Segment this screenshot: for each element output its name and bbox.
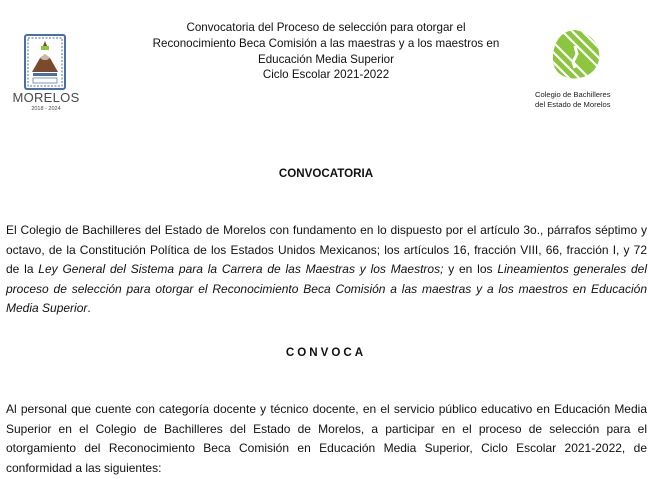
header-title xyxy=(130,20,522,83)
morelos-wordmark: MORELOS xyxy=(12,90,80,105)
cobaem-leaf-icon xyxy=(549,28,601,80)
cobaem-logo xyxy=(535,28,645,118)
cobaem-name-line: Colegio de Bachilleres xyxy=(535,90,611,99)
cobaem-name-line: del Estado de Morelos xyxy=(535,100,611,109)
convocatoria-heading: CONVOCATORIA xyxy=(278,167,374,180)
law-title: Ley General del Sistema para la Carrera de las Maestras y los Maestros; xyxy=(38,262,444,277)
header-title-line: Educación Media Superior xyxy=(258,52,394,66)
preamble-paragraph xyxy=(6,221,647,319)
preamble-text: El Colegio de Bachilleres del Estado de Morelos con fundamento en lo dispuesto por el artículo 3o., párrafos séptimo y octavo, de la Constitución Política de los Estados Unidos Mexicanos; los artículos 16, fracción VIII, 66, fracción I, y 72 de la xyxy=(6,223,647,277)
convoca-paragraph: Al personal que cuente con categoría docente y técnico docente, en el servicio público educativo en Educación Media Superior en el Colegio de Bachilleres del Estado de Morelos, a participar en el proceso de selección para el otorgamiento del Reconocimiento Beca Comisión en Educación Media Superior, Ciclo Escolar 2021-2022, de conformidad a las siguientes: xyxy=(6,402,647,475)
preamble-text: . xyxy=(87,301,91,316)
convoca-heading: CONVOCA xyxy=(285,346,367,359)
cobaem-name xyxy=(535,90,645,110)
guidelines-title: Lineamientos generales del proceso de selección para otorgar el Reconocimiento Beca Comisión a las maestras y a los maestros en Educación Media Superior xyxy=(6,262,648,316)
header-title-line: Reconocimiento Beca Comisión a las maestras y a los maestros en xyxy=(152,36,500,50)
header-title-line: Ciclo Escolar 2021-2022 xyxy=(262,68,390,82)
document-header xyxy=(0,0,652,130)
morelos-shield-icon xyxy=(24,34,66,90)
morelos-years: 2018 - 2024 xyxy=(31,106,61,112)
preamble-text: y en los xyxy=(443,262,498,277)
header-title-line: Convocatoria del Proceso de selección para otorgar el xyxy=(186,21,466,34)
morelos-logo xyxy=(8,34,80,116)
